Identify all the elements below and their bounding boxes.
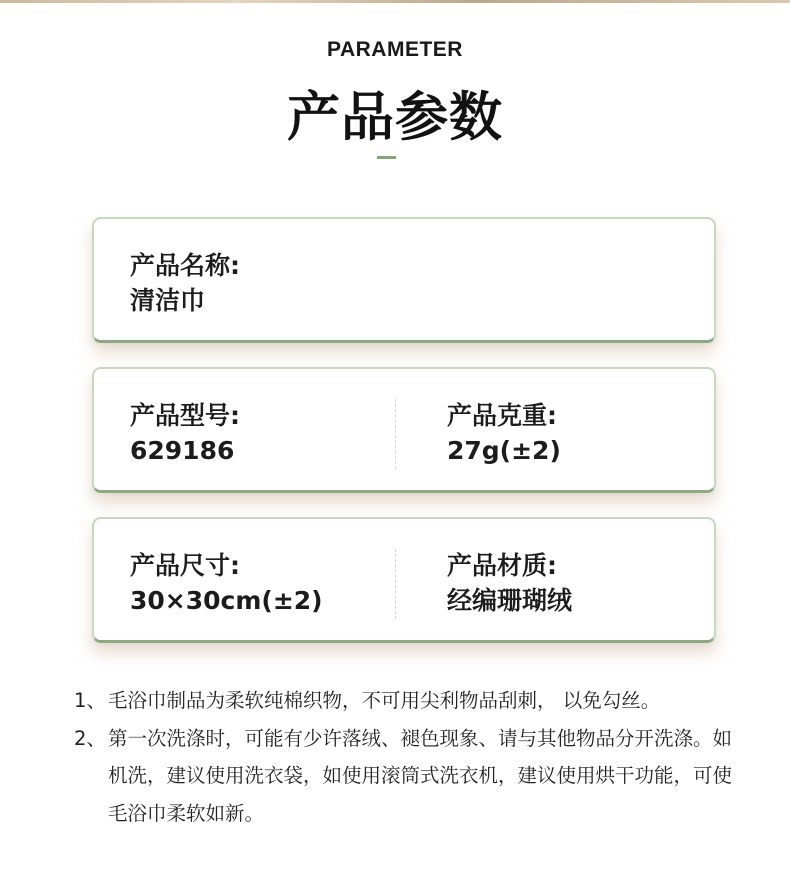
note-item: [74, 720, 744, 833]
care-notes: [74, 682, 744, 832]
note-text: 毛浴巾制品为柔软纯棉织物，不可用尖利物品刮刺， 以免勾丝。: [108, 689, 661, 712]
param-weight-label: 产品克重:: [447, 401, 557, 430]
param-name-label: 产品名称:: [130, 251, 240, 280]
param-card-size-material: [92, 517, 716, 643]
param-weight: [447, 399, 561, 469]
param-material: [447, 549, 572, 619]
param-weight-value: 27g(±2): [447, 436, 561, 465]
param-model-value: 629186: [130, 436, 235, 465]
card-divider: [395, 549, 396, 619]
param-model: [130, 399, 240, 469]
note-item: [74, 682, 744, 720]
card-divider: [395, 399, 396, 469]
note-text: 第一次洗涤时，可能有少许落绒、褪色现象、请与其他物品分开洗涤。如机洗，建议使用洗衣袋，如使用滚筒式洗衣机，建议使用烘干功能，可使毛浴巾柔软如新。: [108, 726, 733, 825]
param-size-label: 产品尺寸:: [130, 551, 240, 580]
param-size: [130, 549, 323, 619]
section-title: 产品参数: [287, 87, 503, 148]
section-subtitle: PARAMETER: [327, 38, 463, 61]
param-material-label: 产品材质:: [447, 551, 557, 580]
param-model-label: 产品型号:: [130, 401, 240, 430]
param-card-model-weight: [92, 367, 716, 493]
note-number: 2、: [74, 726, 106, 750]
param-size-value: 30×30cm(±2): [130, 586, 323, 615]
title-underline: [377, 156, 396, 159]
top-decorative-strip: [0, 0, 790, 3]
param-name-value: 清洁巾: [130, 286, 206, 315]
param-name: [130, 249, 240, 319]
note-number: 1、: [74, 689, 106, 712]
param-material-value: 经编珊瑚绒: [447, 586, 573, 615]
param-card-name: [92, 217, 716, 343]
